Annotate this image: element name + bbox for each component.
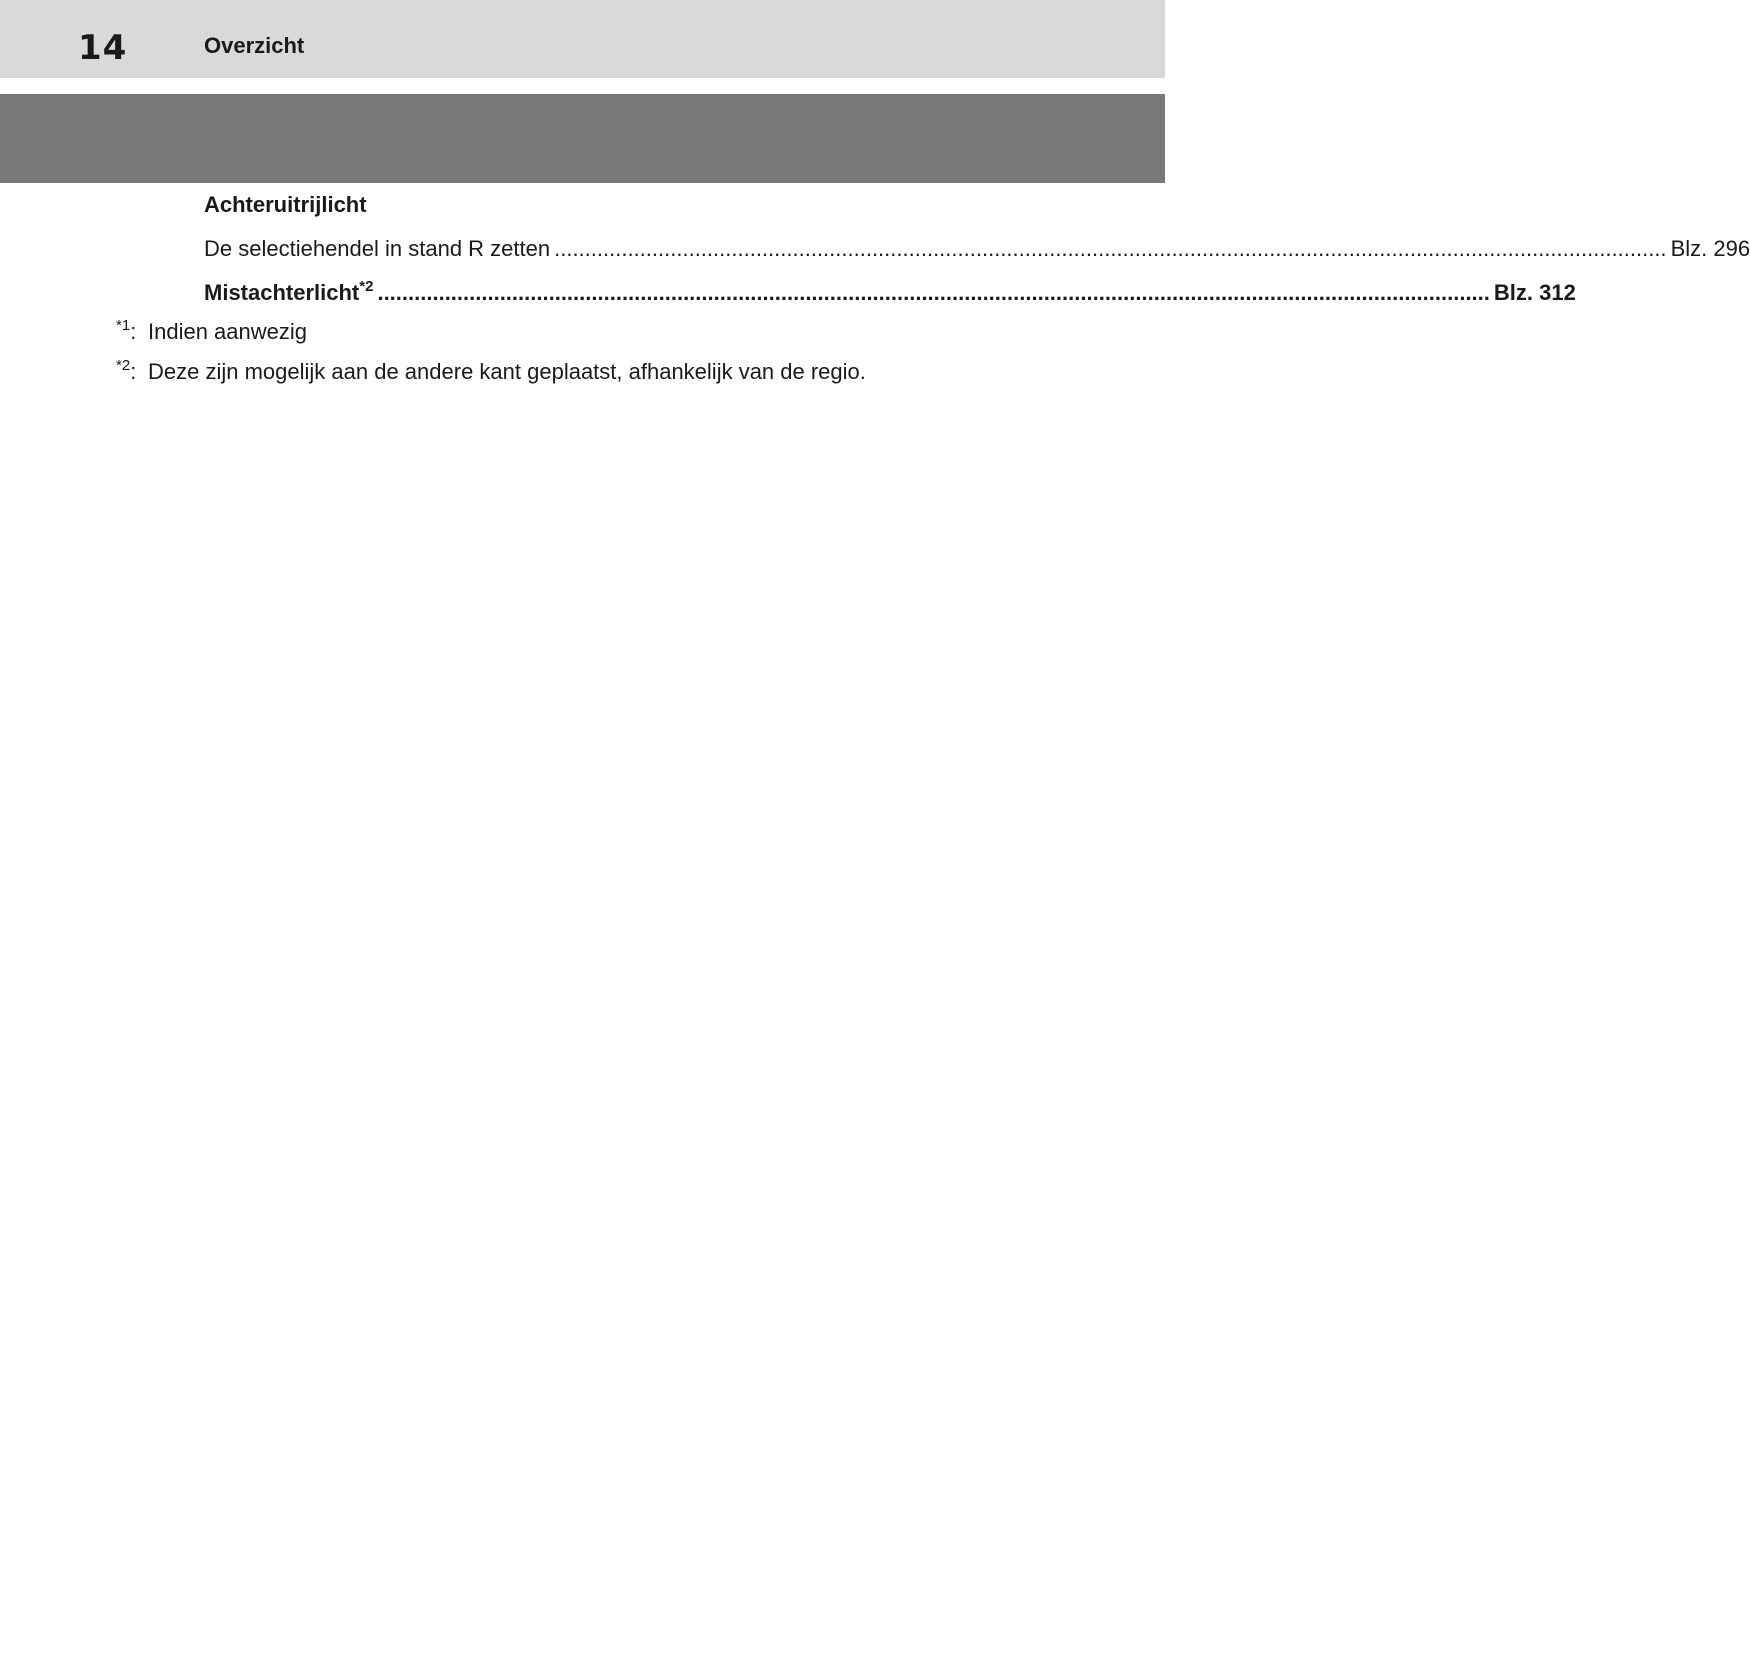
footnote-mark: $^{*1}$: <box>116 317 137 344</box>
footnote <box>116 357 866 387</box>
footnote-text: Indien aanwezig <box>148 319 308 344</box>
footnote <box>116 317 307 347</box>
section-title: Overzicht <box>204 33 305 58</box>
item-heading: Achteruitrijlicht <box>204 192 367 217</box>
illustration-band <box>0 94 1165 183</box>
toc-entry-page[interactable]: Blz. 296 <box>1670 236 1750 261</box>
toc-entry[interactable] <box>204 234 1750 264</box>
page-number: 14 <box>78 28 128 68</box>
footnote-reference: *2 <box>359 278 374 295</box>
leader-dots: ...................................................................................................................................................................................... <box>554 236 1667 261</box>
leader-dots: ...................................................................................................................................................................................... <box>377 280 1490 305</box>
toc-entry-label: De selectiehendel in stand R zetten <box>204 236 551 261</box>
page-header <box>0 0 1165 78</box>
toc-entry-label: Mistachterlicht$^{*2}$ <box>204 278 374 305</box>
toc-entry-page[interactable]: Blz. 312 <box>1493 280 1576 305</box>
footnote-mark: $^{*2}$: <box>116 357 137 384</box>
footnote-text: Deze zijn mogelijk aan de andere kant geplaatst, afhankelijk van de regio. <box>148 359 866 384</box>
toc-entry[interactable] <box>204 278 1576 308</box>
